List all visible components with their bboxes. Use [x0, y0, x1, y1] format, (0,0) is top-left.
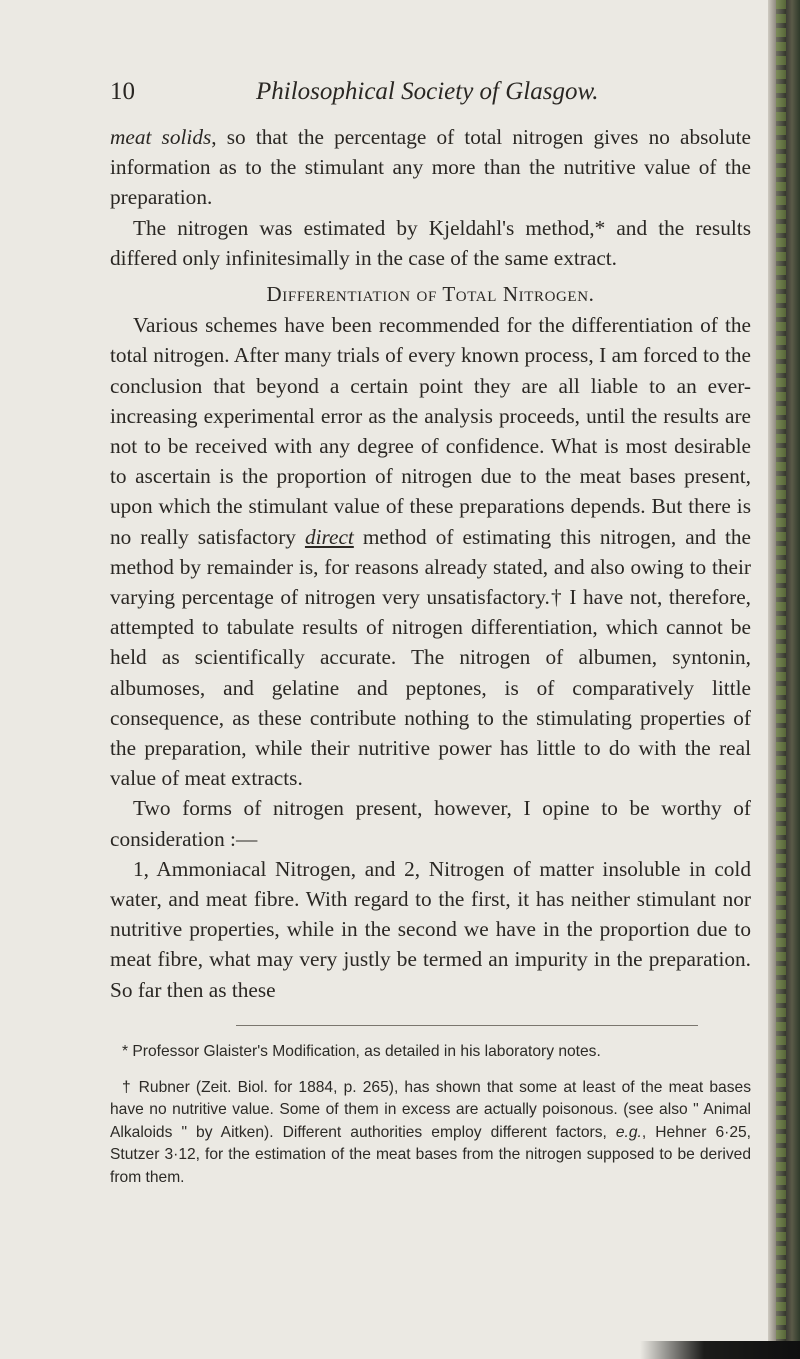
bottom-edge-shadow	[640, 1341, 800, 1359]
italic-direct: direct	[304, 524, 354, 549]
running-title: Philosophical Society of Glasgow.	[256, 78, 599, 105]
footnote-text: † Rubner (Zeit. Biol. for 1884, p. 265), has shown that some at least of the meat bases have no nutritive value. Some of them in excess are actually poisonous. (see also " Animal Alkaloids " by Aitken). Different authorities employ different factors,	[110, 1078, 751, 1141]
paragraph-text: , so that the percentage of total nitrogen gives no absolute information as to the stimulant any more than the nutritive value of the preparation.	[110, 125, 751, 210]
footnote-text: , Hehner 6·25, Stutzer 3·12, for the estimation of the meat bases from the nitrogen supposed to be derived from them.	[110, 1123, 751, 1186]
book-spine-edge	[768, 0, 800, 1359]
main-text	[110, 122, 751, 1005]
italic-phrase: meat solids	[110, 125, 212, 149]
paragraph-text: Various schemes have been recommended for the differentiation of the total nitrogen. After many trials of every known process, I am forced to the conclusion that beyond a certain point they are all liable to an ever-increasing experimental error as the analysis proceeds, until the results are not to be received with any degree of confidence. What is most desirable to ascertain is the proportion of nitrogen due to the meat bases present, upon which the stimulant value of these preparations depends. But there is no really satisfactory	[110, 313, 751, 549]
footnotes	[110, 1041, 751, 1189]
footnote-1: * Professor Glaister's Modification, as detailed in his laboratory notes.	[122, 1043, 601, 1060]
italic-eg: e.g.	[615, 1123, 642, 1141]
footnote-2	[110, 1077, 751, 1190]
page-number: 10	[110, 78, 135, 105]
paragraph-two-forms: Two forms of nitrogen present, however, I opine to be worthy of consideration :—	[110, 796, 751, 851]
section-heading: Differentiation of Total Nitrogen.	[266, 282, 595, 307]
running-header	[110, 78, 750, 112]
paragraph-kjeldahl: The nitrogen was estimated by Kjeldahl's method,* and the results differed only infinitesimally in the case of the same extract.	[110, 215, 751, 270]
paragraph-ammoniacal: 1, Ammoniacal Nitrogen, and 2, Nitrogen of matter insoluble in cold water, and meat fibre. With regard to the first, it has neither stimulant nor nutritive properties, while in the second we have in the proportion due to meat fibre, what may very justly be termed an impurity in the preparation. So far then as these	[110, 856, 751, 1002]
paragraph-text: method of estimating this nitrogen, and the method by remainder is, for reasons already stated, and also owing to their varying percentage of nitrogen very unsatisfactory.† I have not, therefore, attempted to tabulate results of nitrogen differentiation, which cannot be held as scientifically accurate. The nitrogen of albumen, syntonin, albumoses, and gelatine and peptones, is of comparatively little consequence, as these contribute nothing to the stimulating properties of the preparation, while their nutritive power has little to do with the real value of meat extracts.	[110, 524, 751, 791]
paragraph-continued	[110, 122, 751, 213]
paragraph-schemes	[110, 310, 751, 793]
footnote-rule	[236, 1025, 698, 1026]
